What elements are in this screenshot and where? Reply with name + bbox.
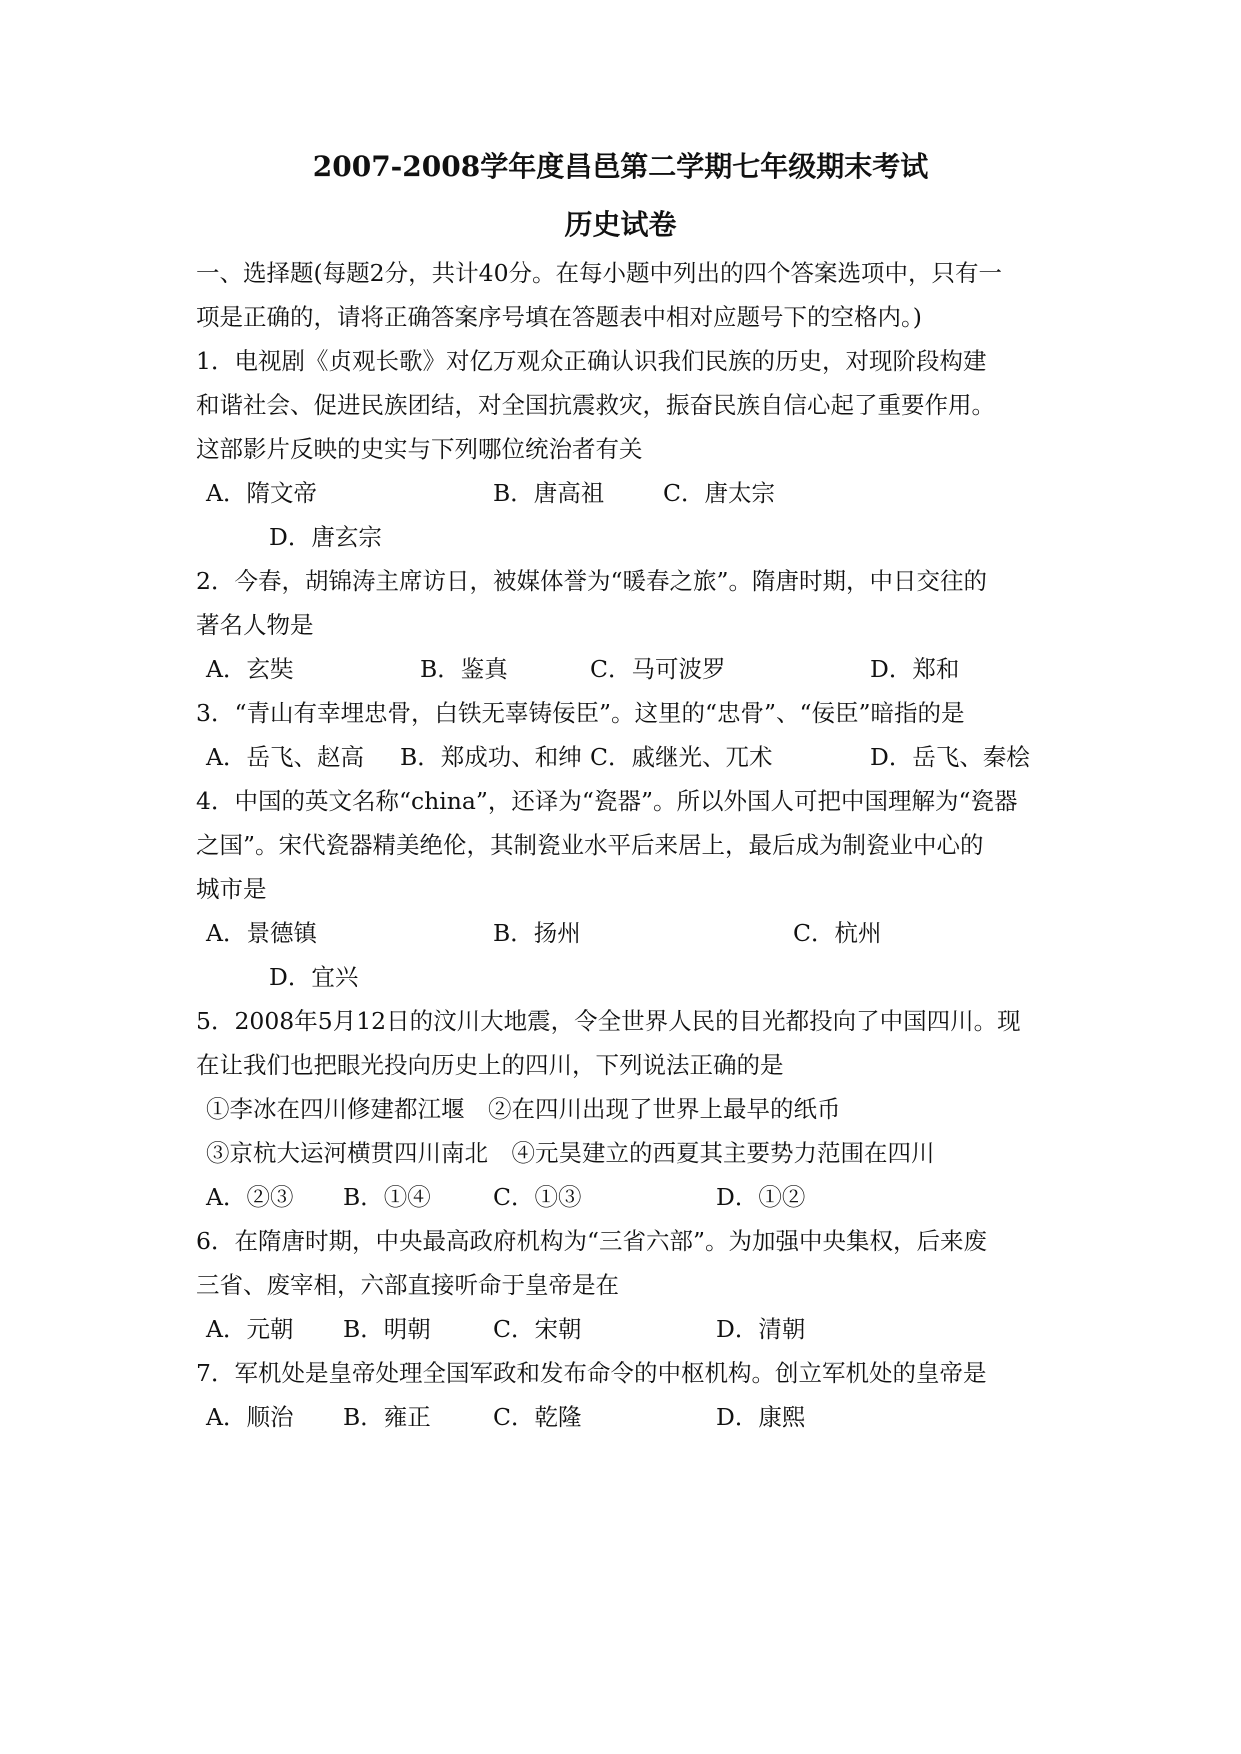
option-c: C．唐太宗 xyxy=(663,479,775,507)
question-text-line: 城市是 xyxy=(196,875,267,903)
option-c: C．马可波罗 xyxy=(590,655,726,683)
option-c: C．宋朝 xyxy=(493,1315,582,1343)
option-b: B．扬州 xyxy=(493,919,581,947)
option-a: A．景德镇 xyxy=(206,919,317,947)
option-a: A．岳飞、赵高 xyxy=(206,743,364,771)
option-d: D．①② xyxy=(716,1183,806,1211)
option-b: B．①④ xyxy=(343,1183,431,1211)
question-text-line: 著名人物是 xyxy=(196,611,314,639)
option-d: D．宜兴 xyxy=(269,963,359,991)
option-b: B．明朝 xyxy=(343,1315,431,1343)
question-text-line: 6．在隋唐时期，中央最高政府机构为“三省六部”。为加强中央集权，后来废 xyxy=(196,1227,987,1255)
exam-title: 2007-2008学年度昌邑第二学期七年级期末考试 xyxy=(312,150,929,183)
option-a: A．玄奘 xyxy=(206,655,294,683)
option-d: D．郑和 xyxy=(870,655,960,683)
question-text-line: 7．军机处是皇帝处理全国军政和发布命令的中枢机构。创立军机处的皇帝是 xyxy=(196,1359,987,1387)
option-b: B．郑成功、和绅 xyxy=(400,743,582,771)
option-a: A．隋文帝 xyxy=(206,479,317,507)
option-a: A．②③ xyxy=(206,1183,294,1211)
option-b: B．唐高祖 xyxy=(493,479,605,507)
statement-line: ③京杭大运河横贯四川南北 ④元昊建立的西夏其主要势力范围在四川 xyxy=(206,1139,935,1167)
question-text-line: 2．今春，胡锦涛主席访日，被媒体誉为“暖春之旅”。隋唐时期，中日交往的 xyxy=(196,567,987,595)
option-c: C．杭州 xyxy=(793,919,882,947)
question-text-line: 1．电视剧《贞观长歌》对亿万观众正确认识我们民族的历史，对现阶段构建 xyxy=(196,347,987,375)
question-text-line: 三省、废宰相，六部直接听命于皇帝是在 xyxy=(196,1271,619,1299)
section-heading-line: 项是正确的，请将正确答案序号填在答题表中相对应题号下的空格内。) xyxy=(196,303,922,331)
section-heading-line: 一、选择题(每题2分，共计40分。在每小题中列出的四个答案选项中，只有一 xyxy=(196,259,1003,287)
option-b: B．雍正 xyxy=(343,1403,431,1431)
question-text-line: 4．中国的英文名称“china”，还译为“瓷器”。所以外国人可把中国理解为“瓷器 xyxy=(196,787,1018,815)
option-b: B．鉴真 xyxy=(420,655,508,683)
option-d: D．康熙 xyxy=(716,1403,806,1431)
question-text-line: 之国”。宋代瓷器精美绝伦，其制瓷业水平后来居上，最后成为制瓷业中心的 xyxy=(196,831,984,859)
option-a: A．元朝 xyxy=(206,1315,294,1343)
statement-line: ①李冰在四川修建都江堰 ②在四川出现了世界上最早的纸币 xyxy=(206,1095,841,1123)
question-text-line: 5．2008年5月12日的汶川大地震，令全世界人民的目光都投向了中国四川。现 xyxy=(196,1007,1021,1035)
question-text-line: 3．“青山有幸埋忠骨，白铁无辜铸佞臣”。这里的“忠骨”、“佞臣”暗指的是 xyxy=(196,699,965,727)
option-a: A．顺治 xyxy=(206,1403,294,1431)
option-c: C．乾隆 xyxy=(493,1403,582,1431)
option-c: C．戚继光、兀术 xyxy=(590,743,773,771)
option-d: D．唐玄宗 xyxy=(269,523,382,551)
option-d: D．岳飞、秦桧 xyxy=(870,743,1030,771)
question-text-line: 这部影片反映的史实与下列哪位统治者有关 xyxy=(196,435,643,463)
question-text-line: 在让我们也把眼光投向历史上的四川，下列说法正确的是 xyxy=(196,1051,784,1079)
question-text-line: 和谐社会、促进民族团结，对全国抗震救灾，振奋民族自信心起了重要作用。 xyxy=(196,391,995,419)
option-c: C．①③ xyxy=(493,1183,582,1211)
exam-subtitle: 历史试卷 xyxy=(564,208,677,241)
option-d: D．清朝 xyxy=(716,1315,806,1343)
